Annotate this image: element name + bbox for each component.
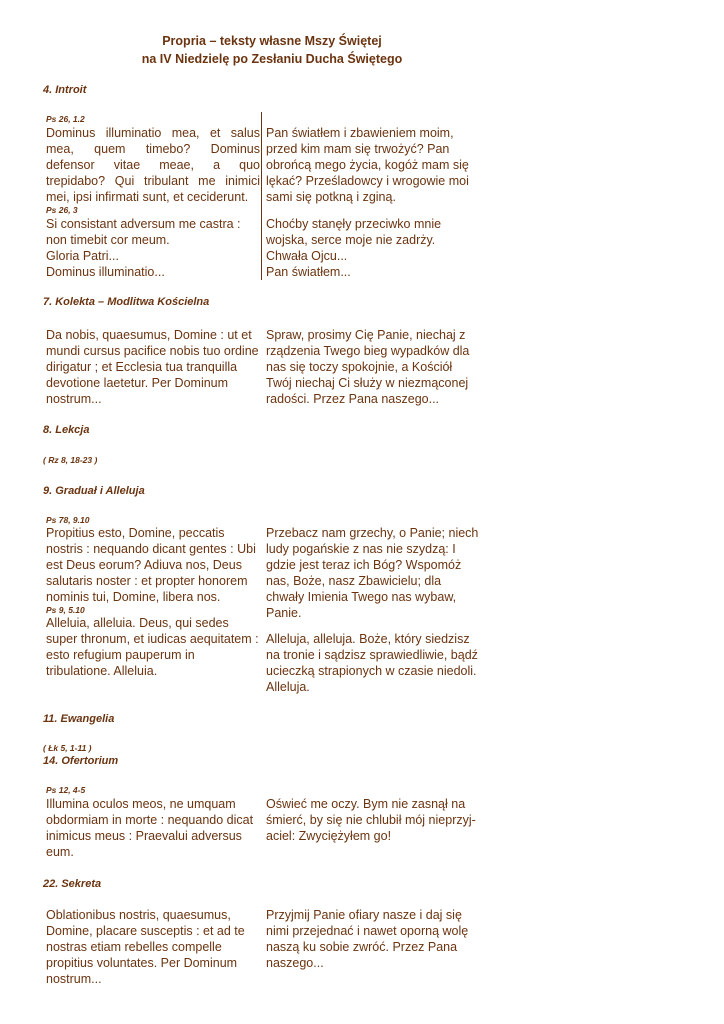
section-heading-ofertorium: 14. Ofertorium <box>43 755 119 767</box>
introit-polish-text: Pan światłem i zbawieniem moim, przed kim mam się trwożyć? Pan obrońcą mego życia, kogóż mam się lękać? Prześladowcy i wrogowie moi sami się potkną i zginą. <box>266 126 469 204</box>
introit-repeat-latin: Dominus illuminatio... <box>46 265 165 279</box>
alleluia-latin-text: Alleluia, alleluia. Deus, qui sedes super thronum, et iudicas aequitatem : esto refugium pauperum in tribulatione. Alleluia. <box>46 616 259 678</box>
kolekta-latin-text: Da nobis, quaesumus, Domine : ut et mundi cursus pacifice nobis tuo ordine dirigatur ; et Ecclesia tua tranquilla devotione laetetur. Per Dominum nostrum... <box>46 328 259 406</box>
ofertorium-latin-text: Illumina oculos meos, ne umquam obdormiam in morte : nequando dicat inimicus meus : Praevalui adversus eum. <box>46 797 254 859</box>
psalm-reference: Ps 12, 4-5 <box>46 785 86 795</box>
ofertorium-polish-text: Oświeć me oczy. Bym nie zasnął na śmierć, by się nie chlubił mój nieprzyj-aciel: Zwyciężyłem go! <box>266 797 476 843</box>
psalm-reference: Ps 78, 9.10 <box>46 515 90 525</box>
gradual-latin-text: Propitius esto, Domine, peccatis nostris : nequando dicant gentes : Ubi est Deus eorum? Adiuva nos, Deus salutaris noster : et propter honorem nominis tui, Domine, libera nos. <box>46 526 256 604</box>
kolekta-polish-text: Spraw, prosimy Cię Panie, niechaj z rządzenia Twego bieg wypadków dla nas się toczy spokojnie, a Kościół Twój niechaj Ci służy w niezmąconej radości. Przez Pana naszego... <box>266 328 470 406</box>
psalm-reference: Ps 26, 1.2 <box>46 114 85 124</box>
gloria-latin: Gloria Patri... <box>46 249 119 263</box>
section-heading-gradual: 9. Graduał i Alleluja <box>43 485 145 497</box>
section-heading-introit: 4. Introit <box>43 84 87 96</box>
gloria-polish: Chwała Ojcu... <box>266 249 348 263</box>
section-heading-lekcja: 8. Lekcja <box>43 424 90 436</box>
page-title-line-1: Propria – teksty własne Mszy Świętej <box>162 34 382 48</box>
introit-verse-polish: Choćby stanęły przeciwko mnie wojska, serce moje nie zadrży. <box>266 217 442 247</box>
lekcja-reference: ( Rz 8, 18-23 ) <box>43 455 98 465</box>
introit-latin-text: Dominus illuminatio mea, et salus mea, quem timebo? Dominus defensor vitae meae, a quo trepidabo? Qui tribulant me inimici mei, ipsi infirmati sunt, et ceciderunt. <box>46 126 260 204</box>
ewangelia-reference: ( Łk 5, 1-11 ) <box>43 743 92 753</box>
psalm-reference: Ps 9, 5.10 <box>46 605 85 615</box>
section-heading-sekreta: 22. Sekreta <box>43 878 102 890</box>
section-heading-ewangelia: 11. Ewangelia <box>43 713 115 725</box>
introit-repeat-polish: Pan światłem... <box>266 265 351 279</box>
sekreta-latin-text: Oblationibus nostris, quaesumus, Domine, placare susceptis : et ad te nostras etiam rebelles compelle propitius voluntates. Per Dominum nostrum... <box>46 908 245 986</box>
gradual-polish-text: Przebacz nam grzechy, o Panie; niech ludy pogańskie z nas nie szydzą: I gdzie jest teraz ich Bóg? Wspomóż nas, Boże, nasz Zbawicielu; dla chwały Imienia Twego nas wybaw, Panie. <box>266 526 479 620</box>
sekreta-polish-text: Przyjmij Panie ofiary nasze i daj się nimi przejednać i nawet oporną wolę naszą ku sobie zwróć. Przez Pana naszego... <box>266 908 469 970</box>
alleluia-polish-text: Alleluja, alleluja. Boże, który siedzisz na tronie i sądzisz sprawiedliwie, bądź ucieczką strapionych w czasie niedoli. Alleluja. <box>266 632 478 694</box>
section-heading-kolekta: 7. Kolekta – Modlitwa Kościelna <box>43 296 210 308</box>
page-title-line-2: na IV Niedzielę po Zesłaniu Ducha Świętego <box>141 52 403 66</box>
introit-verse-latin: Si consistant adversum me castra : non timebit cor meum. <box>46 217 241 247</box>
psalm-reference: Ps 26, 3 <box>46 205 78 215</box>
column-divider <box>261 112 262 280</box>
